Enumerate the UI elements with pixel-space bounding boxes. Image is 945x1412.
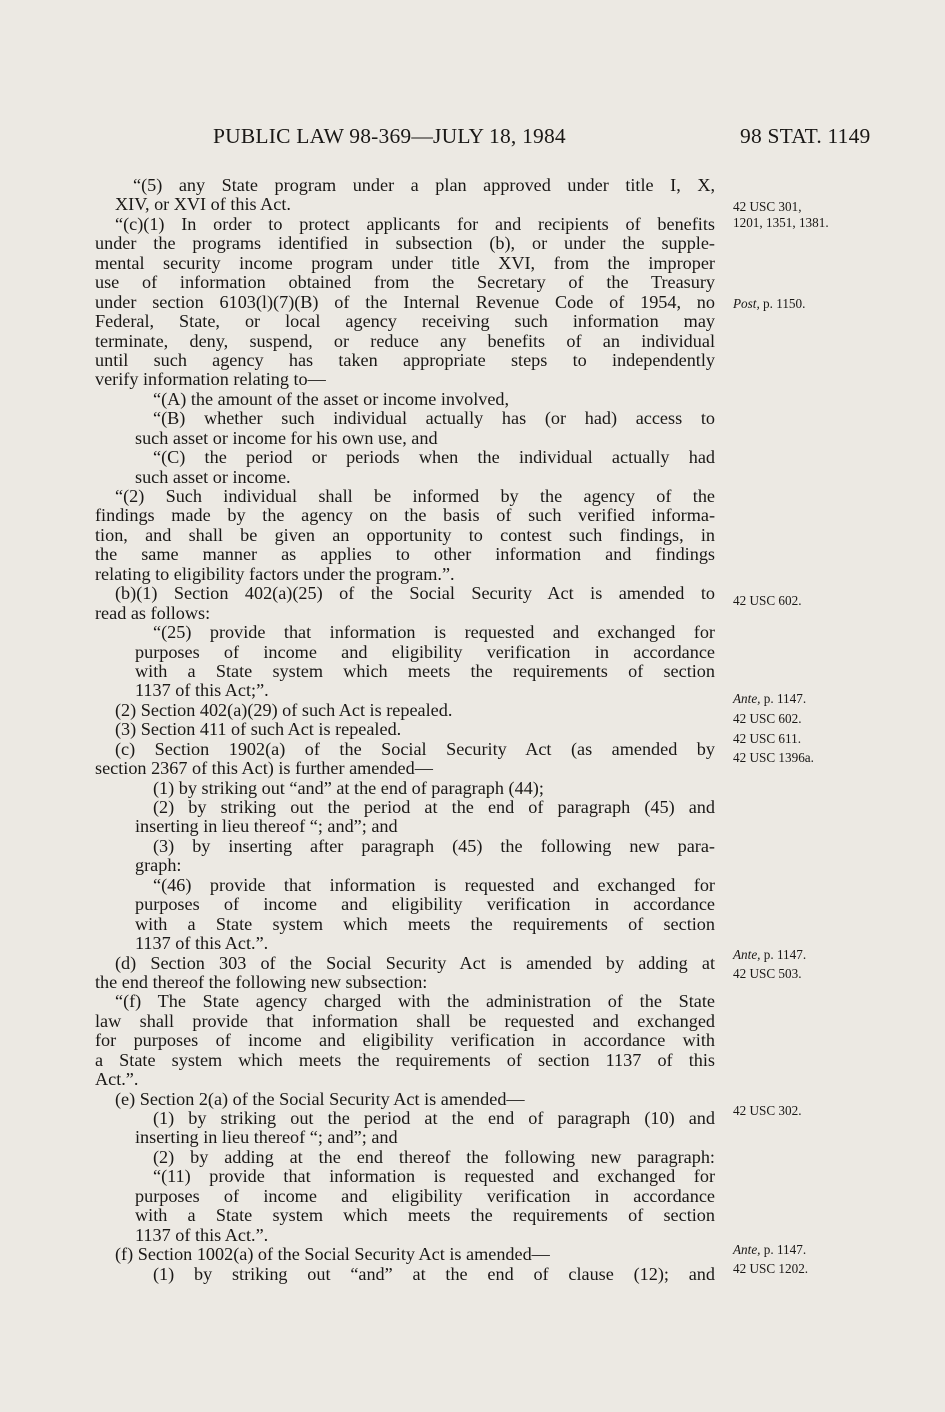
text-line: (2) by striking out the period at the end of paragraph (45) and bbox=[153, 797, 715, 817]
text-line: “(c)(1) In order to protect applicants for and recipients of benefits bbox=[115, 213, 715, 234]
margin-citation: 42 USC 1396a. bbox=[733, 750, 814, 765]
margin-citation: 42 USC 503. bbox=[733, 966, 802, 981]
text-line: inserting in lieu thereof “; and”; and bbox=[135, 816, 398, 837]
citation-ref-italic: Ante, bbox=[733, 1242, 761, 1257]
text-line: purposes of income and eligibility verification in accordance bbox=[135, 641, 715, 662]
margin-citation: 42 USC 1202. bbox=[733, 1261, 809, 1276]
text-line: (2) by adding at the end thereof the following new paragraph: bbox=[153, 1146, 715, 1167]
text-line: with a State system which meets the requirements of section bbox=[135, 1205, 715, 1226]
text-line: under section 6103(l)(7)(B) of the Internal Revenue Code of 1954, no bbox=[95, 291, 715, 312]
text-line: under the programs identified in subsection (b), or under the supple- bbox=[95, 233, 715, 254]
text-line: Federal, State, or local agency receiving such information may bbox=[95, 311, 715, 332]
text-line: (1) by striking out the period at the end of paragraph (10) and bbox=[153, 1108, 715, 1128]
citation-text: 42 USC 301, bbox=[733, 199, 802, 214]
margin-citation bbox=[733, 691, 806, 707]
text-line: relating to eligibility factors under the program.”. bbox=[95, 563, 455, 584]
margin-citation bbox=[733, 296, 805, 312]
text-line: “(11) provide that information is requested and exchanged for bbox=[153, 1166, 715, 1187]
text-line: (3) Section 411 of such Act is repealed. bbox=[115, 719, 402, 740]
text-line: (3) by inserting after paragraph (45) the following new para- bbox=[153, 835, 715, 856]
margin-citation bbox=[733, 1242, 806, 1258]
text-line: until such agency has taken appropriate steps to independently bbox=[95, 349, 715, 370]
text-line: with a State system which meets the requirements of section bbox=[135, 660, 715, 681]
citation-ref-italic: Post, bbox=[733, 296, 760, 311]
margin-citation: 42 USC 602. bbox=[733, 711, 802, 726]
text-line: 1137 of this Act;”. bbox=[135, 680, 269, 701]
text-line: with a State system which meets the requirements of section bbox=[135, 913, 715, 934]
citation-text: p. 1147. bbox=[760, 1242, 807, 1257]
text-line: mental security income program under title XVI, from the improper bbox=[95, 252, 715, 273]
margin-citation: 42 USC 302. bbox=[733, 1103, 802, 1118]
text-line: (1) by striking out “and” at the end of clause (12); and bbox=[153, 1263, 715, 1284]
text-line: “(46) provide that information is requested and exchanged for bbox=[153, 874, 715, 895]
text-line: terminate, deny, suspend, or reduce any benefits of an individual bbox=[95, 330, 715, 351]
citation-text: 1201, 1351, 1381. bbox=[733, 214, 829, 230]
margin-citation: 42 USC 602. bbox=[733, 593, 802, 608]
text-line: “(f) The State agency charged with the administration of the State bbox=[115, 991, 715, 1012]
text-line: a State system which meets the requirements of section 1137 of this bbox=[95, 1049, 715, 1070]
text-line: such asset or income for his own use, and bbox=[135, 427, 438, 448]
text-line: verify information relating to— bbox=[95, 369, 326, 390]
text-line: purposes of income and eligibility verification in accordance bbox=[135, 1185, 715, 1206]
citation-ref-italic: Ante, bbox=[733, 947, 761, 962]
text-line: Act.”. bbox=[95, 1069, 139, 1090]
running-head-left: PUBLIC LAW 98-369—JULY 18, 1984 bbox=[213, 124, 566, 148]
citation-text: p. 1147. bbox=[760, 947, 807, 962]
citation-text: p. 1147. bbox=[760, 691, 807, 706]
text-line: (b)(1) Section 402(a)(25) of the Social Security Act is amended to bbox=[115, 583, 715, 604]
text-line: purposes of income and eligibility verification in accordance bbox=[135, 894, 715, 915]
text-line: (c) Section 1902(a) of the Social Security Act (as amended by bbox=[115, 738, 715, 759]
citation-text: p. 1150. bbox=[759, 296, 806, 311]
text-line: (e) Section 2(a) of the Social Security Act is amended— bbox=[115, 1088, 525, 1109]
text-line: graph: bbox=[135, 855, 182, 876]
text-line: tion, and shall be given an opportunity to contest such findings, in bbox=[95, 524, 715, 545]
text-line: section 2367 of this Act) is further amended— bbox=[95, 758, 433, 779]
text-line: inserting in lieu thereof “; and”; and bbox=[135, 1127, 398, 1148]
text-line: read as follows: bbox=[95, 602, 211, 623]
text-line: the same manner as applies to other information and findings bbox=[95, 544, 715, 565]
citation-ref-italic: Ante, bbox=[733, 691, 761, 706]
text-line: “(A) the amount of the asset or income involved, bbox=[153, 388, 510, 409]
statute-text bbox=[95, 176, 715, 1284]
margin-citation: 42 USC 611. bbox=[733, 731, 802, 746]
margin-citation bbox=[733, 199, 829, 230]
text-line: such asset or income. bbox=[135, 466, 291, 487]
text-line: findings made by the agency on the basis of such verified informa- bbox=[95, 505, 715, 526]
text-line: (f) Section 1002(a) of the Social Security Act is amended— bbox=[115, 1244, 550, 1265]
text-line: “(25) provide that information is requested and exchanged for bbox=[153, 622, 715, 643]
text-line: use of information obtained from the Secretary of the Treasury bbox=[95, 272, 715, 293]
text-line: (d) Section 303 of the Social Security Act is amended by adding at bbox=[115, 952, 715, 973]
text-line: for purposes of income and eligibility verification in accordance with bbox=[95, 1030, 715, 1051]
text-line: “(5) any State program under a plan approved under title I, X, bbox=[133, 175, 715, 195]
running-head-right: 98 STAT. 1149 bbox=[740, 124, 871, 148]
text-line: law shall provide that information shall be requested and exchanged bbox=[95, 1010, 715, 1031]
text-line: “(B) whether such individual actually has (or had) access to bbox=[153, 408, 715, 429]
text-line: “(C) the period or periods when the individual actually had bbox=[153, 447, 715, 468]
text-line: “(2) Such individual shall be informed by the agency of the bbox=[115, 486, 715, 506]
text-line: 1137 of this Act.”. bbox=[135, 933, 269, 954]
text-line: the end thereof the following new subsection: bbox=[95, 971, 428, 992]
text-line: 1137 of this Act.”. bbox=[135, 1224, 269, 1245]
margin-citation bbox=[733, 947, 806, 963]
text-line: XIV, or XVI of this Act. bbox=[115, 194, 291, 215]
text-line: (1) by striking out “and” at the end of paragraph (44); bbox=[153, 777, 544, 798]
text-line: (2) Section 402(a)(29) of such Act is repealed. bbox=[115, 699, 453, 720]
